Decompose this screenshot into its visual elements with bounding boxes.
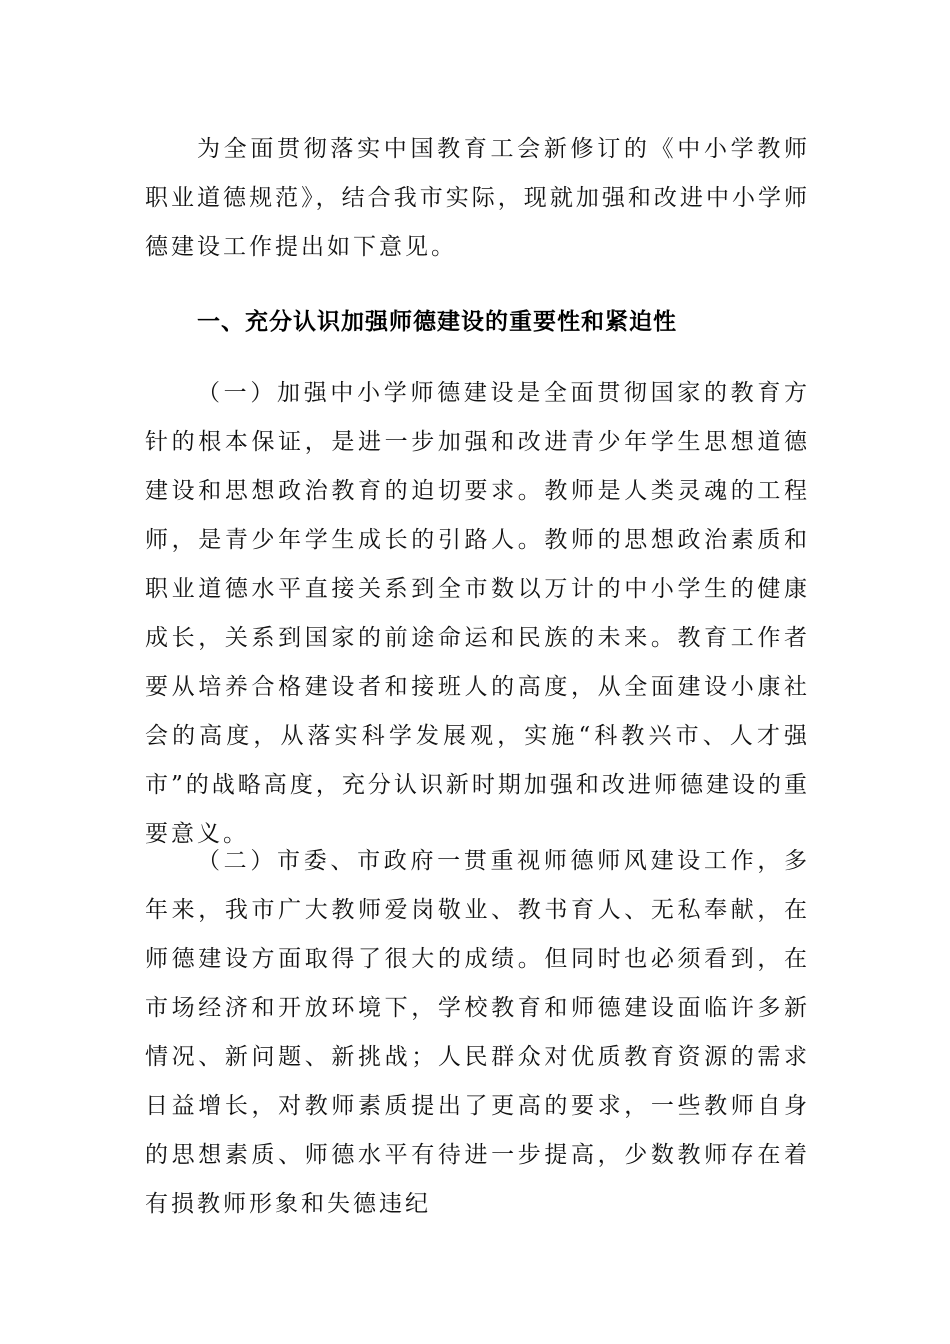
body-paragraph-1: （一）加强中小学师德建设是全面贯彻国家的教育方针的根本保证，是进一步加强和改进青少年学生思想道德建设和思想政治教育的迫切要求。教师是人类灵魂的工程师，是青少年学生成长的引路人。教师的思想政治素质和职业道德水平直接关系到全市数以万计的中小学生的健康成长，关系到国家的前途命运和民族的未来。教育工作者要从培养合格建设者和接班人的高度，从全面建设小康社会的高度，从落实科学发展观，实施“科教兴市、人才强市”的战略高度，充分认识新时期加强和改进师德建设的重要意义。: [145, 380, 810, 847]
body-paragraph-2: （二）市委、市政府一贯重视师德师风建设工作，多年来，我市广大教师爱岗敬业、教书育人、无私奉献，在师德建设方面取得了很大的成绩。但同时也必须看到，在市场经济和开放环境下，学校教育和师德建设面临许多新情况、新问题、新挑战；人民群众对优质教育资源的需求日益增长，对教师素质提出了更高的要求，一些教师自身的思想素质、师德水平有待进一步提高，少数教师存在着有损教师形象和失德违纪: [145, 848, 810, 1217]
section-heading: 一、充分认识加强师德建设的重要性和紧迫性: [197, 309, 677, 335]
intro-paragraph: 为全面贯彻落实中国教育工会新修订的《中小学教师职业道德规范》，结合我市实际，现就加强和改进中小学师德建设工作提出如下意见。: [145, 136, 810, 260]
